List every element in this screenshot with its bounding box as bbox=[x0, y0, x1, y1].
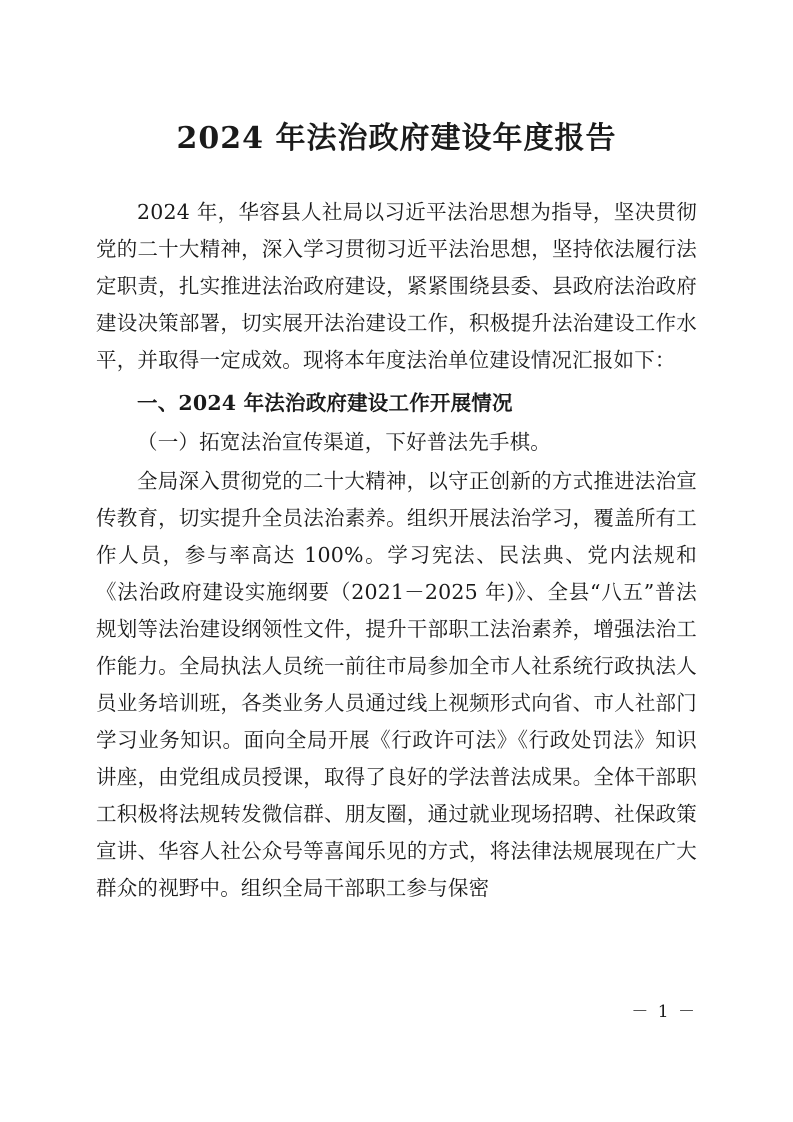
page-number: － 1 － bbox=[631, 1002, 697, 1022]
subsection-heading-one: （一）拓宽法治宣传渠道，下好普法先手棋。 bbox=[137, 430, 551, 454]
paragraph-body-one: 全局深入贯彻党的二十大精神，以守正创新的方式推进法治宣传教育，切实提升全员法治素养。组织开展法治学习，覆盖所有工作人员，参与率高达 100%。学习宪法、民法典、党内法规和《法治政府建设实施纲要（2021－2025 年)》、全县“八五”普法规划等法治建设纲领性文件，提升干部职工法治素养，增强法治工作能力。全局执法人员统一前往市局参加全市人社系统行政执法人员业务培训班，各类业务人员通过线上视频形式向省、市人社部门学习业务知识。面向全局开展《行政许可法》《行政处罚法》知识讲座，由党组成员授课，取得了良好的学法普法成果。全体干部职工积极将法规转发微信群、朋友圈，通过就业现场招聘、社保政策宣讲、华容人社公众号等喜闻乐见的方式，将法律法规展现在广大群众的视野中。组织全局干部职工参与保密 bbox=[96, 469, 697, 900]
page-title: 2024 年法治政府建设年度报告 bbox=[176, 121, 617, 156]
section-heading-one: 一、2024 年法治政府建设工作开展情况 bbox=[137, 391, 513, 415]
paragraph-intro: 2024 年，华容县人社局以习近平法治思想为指导，坚决贯彻党的二十大精神，深入学习贯彻习近平法治思想，坚持依法履行法定职责，扎实推进法治政府建设，紧紧围绕县委、县政府法治政府建设决策部署，切实展开法治建设工作，积极提升法治建设工作水平，并取得一定成效。现将本年度法治单位建设情况汇报如下： bbox=[96, 200, 697, 372]
